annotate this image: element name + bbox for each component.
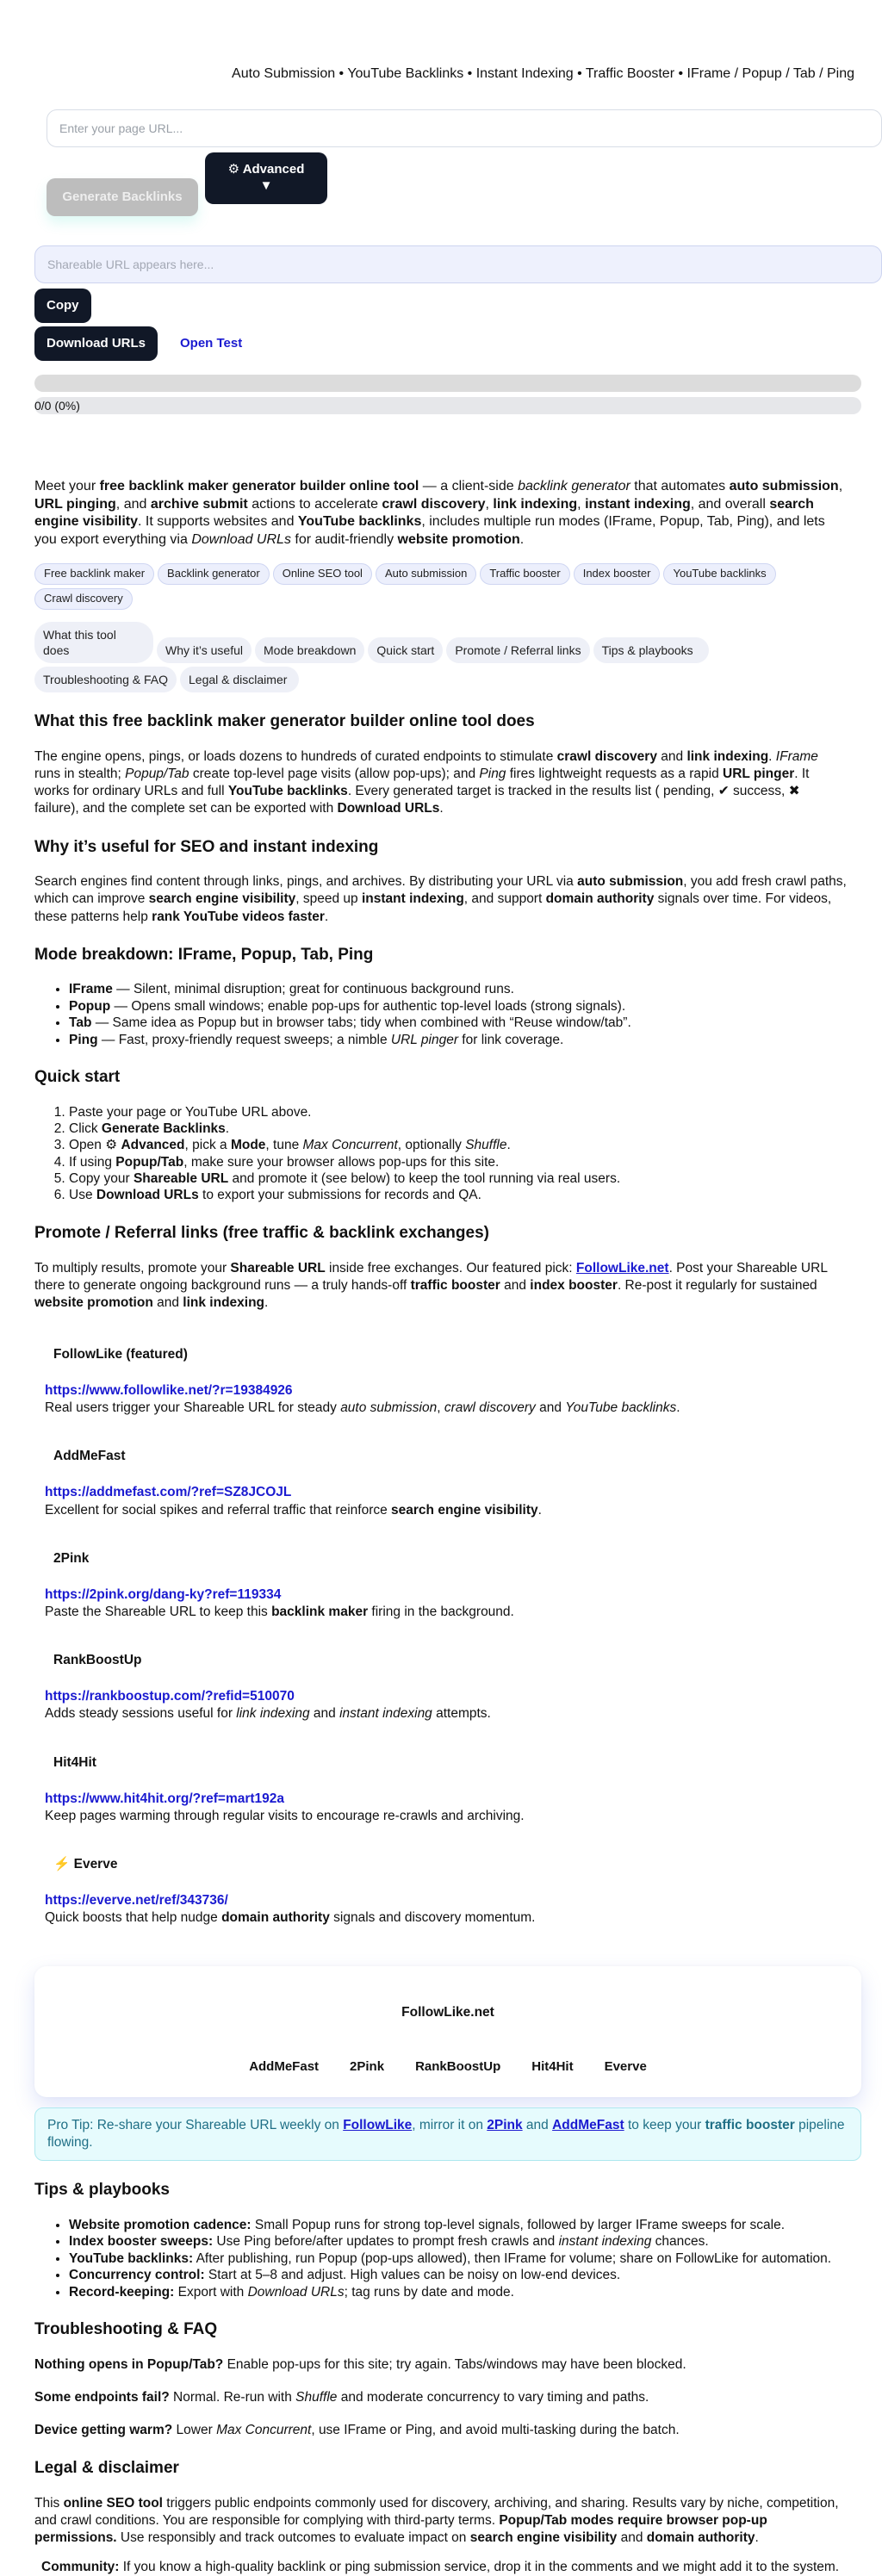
referral-item <box>34 1550 848 1621</box>
referral-item <box>34 1652 848 1723</box>
section-promote <box>34 1223 848 2162</box>
italic-text: Max Concurrent <box>302 1138 398 1153</box>
referral-title: FollowLike (featured) <box>53 1346 188 1362</box>
bold-text: search engine visibility <box>148 891 296 907</box>
bold-text: backlink maker <box>271 1605 369 1620</box>
progress-text: 0/0 (0%) <box>34 397 861 414</box>
bold-text: Some endpoints fail? <box>34 2389 170 2405</box>
table-of-contents <box>34 622 810 693</box>
italic-text: URL pinger <box>390 1032 458 1047</box>
bold-text: index booster <box>530 1277 618 1293</box>
bold-text: Mode <box>230 1138 266 1153</box>
bold-text: auto submission <box>577 874 684 890</box>
keyword-chip: YouTube backlinks <box>663 563 775 585</box>
keyword-chip: Backlink generator <box>158 563 270 585</box>
download-row <box>34 326 848 361</box>
section-body: To multiply results, promote your Shareable URL inside free exchanges. Our featured pick: FollowLike.net. Post your Shareable URL there to generate ongoing background runs — a truly hands-off traffic booster and index booster. Re-post it regularly for sustained website promotion and link indexing. <box>34 1260 828 1310</box>
bold-text: Download URLs <box>96 1188 199 1203</box>
bold-text: Popup <box>69 998 111 1014</box>
italic-text: IFrame <box>775 749 818 765</box>
gear-icon: ⚙ <box>227 162 240 177</box>
italic-text: Ping <box>479 767 506 782</box>
referral-link[interactable]: https://2pink.org/dang-ky?ref=119334 <box>45 1586 282 1602</box>
section-body: Search engines find content through links, pings, and archives. By distributing your URL via auto submission, you add fresh crawl paths, which can improve search engine visibility, speed up instant indexing, and support domain authority signals over time. For videos, these patterns help rank YouTube videos faster. <box>34 874 847 924</box>
italic-text: YouTube backlinks <box>565 1400 677 1416</box>
bold-text: Tab <box>69 1015 92 1031</box>
faq-item: Nothing opens in Popup/Tab? Enable pop-ups for this site; try again. Tabs/windows may have been blocked. <box>34 2356 686 2372</box>
italic-text: Shuffle <box>295 2389 338 2405</box>
section-faq <box>34 2319 848 2439</box>
inline-link[interactable]: FollowLike <box>343 2118 413 2133</box>
referral-list <box>34 1346 848 1927</box>
italic-text: link indexing <box>236 1706 310 1722</box>
bold-text: auto submission <box>729 478 839 493</box>
bold-text: link indexing <box>493 496 578 512</box>
referral-description: Excellent for social spikes and referral traffic that reinforce search engine visibility. <box>45 1502 542 1518</box>
inline-link[interactable]: 2Pink <box>487 2118 523 2133</box>
generate-backlinks-button[interactable]: Generate Backlinks <box>47 178 198 216</box>
referral-link[interactable]: https://rankboostup.com/?refid=510070 <box>45 1689 295 1704</box>
section-heading: Why it’s useful for SEO and instant indexing <box>34 837 379 856</box>
referral-description: Quick boosts that help nudge domain authority signals and discovery momentum. <box>45 1910 536 1926</box>
section-quickstart <box>34 1067 848 1204</box>
keyword-chip: Free backlink maker <box>34 563 154 585</box>
bold-text: link indexing <box>183 1294 265 1310</box>
page-url-input[interactable] <box>47 109 882 147</box>
bold-text: link indexing <box>686 749 769 765</box>
bold-text: online SEO tool <box>63 2495 163 2511</box>
list-item: • Concurrency control: Start at 5–8 and adjust. High values can be noisy on low-end devices. <box>69 2267 848 2283</box>
referral-item <box>34 1346 848 1417</box>
italic-text: Download URLs <box>191 532 291 548</box>
list-item: 2. Click Generate Backlinks. <box>69 1120 848 1137</box>
keyword-chips <box>34 563 861 610</box>
list-item: 6. Use Download URLs to export your submissions for records and QA. <box>69 1187 848 1203</box>
promo-main-link[interactable]: FollowLike.net <box>401 2005 494 2020</box>
toc-link[interactable]: What this tool does <box>34 622 153 663</box>
section-heading: Troubleshooting & FAQ <box>34 2319 218 2338</box>
pro-tip-box: Pro Tip: Re-share your Shareable URL weekly on FollowLike, mirror it on 2Pink and AddMeFast to keep your traffic booster pipeline flowing. <box>34 2107 861 2161</box>
italic-text: Popup/Tab <box>125 767 189 782</box>
promo-link[interactable]: AddMeFast <box>249 2058 320 2074</box>
bold-text: Popup/Tab modes require browser pop-up permissions. <box>34 2512 767 2546</box>
progress-bar <box>34 375 861 392</box>
list-item: • Record-keeping: Export with Download URLs; tag runs by date and mode. <box>69 2284 848 2300</box>
toc-link[interactable]: Promote / Referral links <box>446 637 589 663</box>
quickstart-list <box>34 1104 848 1204</box>
section-body: This online SEO tool triggers public endpoints commonly used for discovery, archiving, and sharing. Results vary by niche, competition, and crawl conditions. You are responsible for complying with third-party terms. Popup/Tab modes require browser pop-up permissions. Use responsibly and track outcomes to evaluate impact on search engine visibility and domain authority. <box>34 2495 839 2546</box>
referral-link[interactable]: https://everve.net/ref/343736/ <box>45 1893 228 1909</box>
bold-text: Website promotion cadence: <box>69 2218 252 2233</box>
bold-text: instant indexing <box>361 891 464 907</box>
bold-text: Index booster sweeps: <box>69 2234 214 2250</box>
section-heading: Promote / Referral links (free traffic & backlink exchanges) <box>34 1223 489 1242</box>
open-test-link[interactable]: Open Test <box>180 336 243 351</box>
bold-text: search engine visibility <box>34 496 814 530</box>
referral-link[interactable]: https://www.hit4hit.org/?ref=mart192a <box>45 1791 285 1806</box>
list-item: 4. If using Popup/Tab, make sure your browser allows pop-ups for this site. <box>69 1154 848 1170</box>
list-item: • IFrame — Silent, minimal disruption; great for continuous background runs. <box>69 981 848 997</box>
header-tagline: Auto Submission • YouTube Backlinks • Instant Indexing • Traffic Booster • IFrame / Popup / Tab / Ping <box>232 66 854 81</box>
keyword-chip: Auto submission <box>376 563 476 585</box>
bold-text: Device getting warm? <box>34 2422 173 2437</box>
bold-text: website promotion <box>397 532 520 548</box>
bold-text: crawl discovery <box>382 496 486 512</box>
italic-text: instant indexing <box>339 1706 432 1722</box>
keyword-chip: Index booster <box>574 563 661 585</box>
referral-item <box>34 1856 848 1927</box>
bold-text: search engine visibility <box>469 2530 618 2546</box>
list-item: • Tab — Same idea as Popup but in browser tabs; tidy when combined with “Reuse window/tab”. <box>69 1015 848 1031</box>
section-what <box>34 711 848 817</box>
bold-text: URL pinging <box>34 496 116 512</box>
bold-text: Community: <box>41 2560 120 2575</box>
bold-text: YouTube backlinks <box>227 784 348 799</box>
keyword-chip: Online SEO tool <box>273 563 372 585</box>
section-body: The engine opens, pings, or loads dozens to hundreds of curated endpoints to stimulate crawl discovery and link indexing. IFrame runs in stealth; Popup/Tab create top-level page visits (allow pop-ups); and Ping fires lightweight requests as a rapid URL pinger. It works for ordinary URLs and full YouTube backlinks. Every generated target is tracked in the results list ( pending, ✔ success, ✖ failure), and the complete set can be exported with Download URLs. <box>34 749 818 816</box>
toc-link[interactable]: Why it’s useful <box>157 637 252 663</box>
referral-link[interactable]: https://addmefast.com/?ref=SZ8JCOJL <box>45 1485 292 1500</box>
advanced-toggle-button[interactable] <box>205 152 327 204</box>
section-modes <box>34 945 848 1048</box>
bold-text: free backlink maker generator builder online tool <box>99 478 419 493</box>
italic-text: backlink generator <box>518 478 630 493</box>
referral-item <box>34 1448 848 1518</box>
download-urls-button[interactable]: Download URLs <box>34 326 158 361</box>
section-why <box>34 837 848 926</box>
list-item: • Ping — Fast, proxy-friendly request sweeps; a nimble URL pinger for link coverage. <box>69 1032 848 1048</box>
bold-text: domain authority <box>221 1910 330 1926</box>
faq-list <box>34 2356 848 2439</box>
section-legal <box>34 2458 848 2576</box>
promo-card <box>34 1966 861 2097</box>
bold-text: Advanced <box>121 1138 185 1153</box>
italic-text: Download URLs <box>247 2284 345 2300</box>
referral-item <box>34 1754 848 1825</box>
section-heading: Mode breakdown: IFrame, Popup, Tab, Ping <box>34 945 374 964</box>
bold-text: domain authority <box>646 2530 755 2546</box>
toc-link[interactable]: Tips & playbooks <box>593 637 709 663</box>
italic-text: Max Concurrent <box>216 2422 312 2437</box>
list-item: • YouTube backlinks: After publishing, run Popup (pop-ups allowed), then IFrame for volume; share on FollowLike for automation. <box>69 2250 848 2267</box>
italic-text: auto submission <box>340 1400 438 1416</box>
bold-text: traffic booster <box>410 1277 500 1293</box>
chevron-down-icon: ▼ <box>259 177 273 193</box>
community-note: Community: If you know a high-quality backlink or ping submission service, drop it in the comments and we might add it to the system. <box>41 2560 840 2575</box>
bold-text: archive submit <box>150 496 248 512</box>
referral-title: Hit4Hit <box>53 1754 96 1770</box>
intro-paragraph: Meet your free backlink maker generator builder online tool — a client-side backlink generator that automates auto submission, URL pinging, and archive submit actions to accelerate crawl discovery, link indexing, instant indexing, and overall search engine visibility. It supports websites and YouTube backlinks, includes multiple run modes (IFrame, Popup, Tab, Ping), and lets you export everything via Download URLs for audit-friendly website promotion. <box>34 478 843 548</box>
bold-text: search engine visibility <box>391 1502 538 1518</box>
bold-text: YouTube backlinks <box>297 514 422 530</box>
bold-text: Generate Backlinks <box>101 1120 226 1136</box>
action-buttons <box>47 152 848 216</box>
referral-description: Keep pages warming through regular visits to encourage re-crawls and archiving. <box>45 1808 525 1823</box>
keyword-chip: Crawl discovery <box>34 588 133 610</box>
promo-link[interactable]: 2Pink <box>350 2058 385 2074</box>
toc-link[interactable]: Mode breakdown <box>255 637 364 663</box>
referral-description: Real users trigger your Shareable URL for steady auto submission, crawl discovery and YouTube backlinks. <box>45 1400 680 1416</box>
bold-text: YouTube backlinks: <box>69 2250 194 2266</box>
referral-description: Adds steady sessions useful for link indexing and instant indexing attempts. <box>45 1706 491 1722</box>
referral-link[interactable]: https://www.followlike.net/?r=19384926 <box>45 1383 293 1399</box>
referral-title: 2Pink <box>53 1550 90 1566</box>
bold-text: Nothing opens in Popup/Tab? <box>34 2356 224 2372</box>
list-item: • Popup — Opens small windows; enable pop-ups for authentic top-level loads (strong signals). <box>69 998 848 1015</box>
bold-text: IFrame <box>69 982 113 997</box>
faq-item: Some endpoints fail? Normal. Re-run with Shuffle and moderate concurrency to vary timing and paths. <box>34 2389 649 2405</box>
section-heading: What this free backlink maker generator builder online tool does <box>34 712 535 731</box>
referral-title: RankBoostUp <box>53 1653 142 1668</box>
advanced-label: Advanced <box>242 162 305 177</box>
section-tips <box>34 2180 848 2300</box>
section-heading: Tips & playbooks <box>34 2181 170 2200</box>
referral-title: ⚡ Everve <box>53 1857 118 1872</box>
bold-text: crawl discovery <box>556 749 657 765</box>
bold-text: website promotion <box>34 1294 153 1310</box>
italic-text: crawl discovery <box>444 1400 536 1416</box>
referral-description: Paste the Shareable URL to keep this backlink maker firing in the background. <box>45 1605 514 1620</box>
modes-list <box>34 981 848 1048</box>
promo-link[interactable]: RankBoostUp <box>415 2058 501 2074</box>
list-item: 5. Copy your Shareable URL and promote it (see below) to keep the tool running via real users. <box>69 1170 848 1187</box>
inline-link[interactable]: AddMeFast <box>552 2118 624 2133</box>
list-item: • Website promotion cadence: Small Popup runs for strong top-level signals, followed by larger IFrame sweeps for scale. <box>69 2217 848 2233</box>
toc-link[interactable]: Legal & disclaimer <box>180 667 299 692</box>
faq-item: Device getting warm? Lower Max Concurrent, use IFrame or Ping, and avoid multi-tasking during the batch. <box>34 2422 680 2437</box>
copy-button[interactable]: Copy <box>34 289 91 323</box>
bold-text: Shareable URL <box>133 1171 229 1187</box>
list-item: 3. Open ⚙ Advanced, pick a Mode, tune Max Concurrent, optionally Shuffle. <box>69 1137 848 1153</box>
bold-text: rank YouTube videos faster <box>152 909 325 924</box>
list-item: • Index booster sweeps: Use Ping before/after updates to prompt fresh crawls and instant indexing chances. <box>69 2233 848 2250</box>
bold-text: URL pinger <box>723 767 795 782</box>
section-heading: Legal & disclaimer <box>34 2459 179 2478</box>
bold-text: Ping <box>69 1032 98 1047</box>
bold-text: Download URLs <box>337 801 440 816</box>
bold-text: Record-keeping: <box>69 2284 175 2300</box>
keyword-chip: Traffic booster <box>480 563 569 585</box>
inline-link[interactable]: FollowLike.net <box>575 1260 669 1276</box>
toc-link[interactable]: Troubleshooting & FAQ <box>34 667 177 692</box>
promo-link[interactable]: Hit4Hit <box>531 2058 574 2074</box>
italic-text: instant indexing <box>558 2234 652 2250</box>
bold-text: traffic booster <box>705 2118 795 2133</box>
italic-text: Shuffle <box>465 1138 507 1153</box>
bold-text: instant indexing <box>585 496 691 512</box>
promo-links <box>34 2058 861 2076</box>
bold-text: Popup/Tab <box>115 1154 184 1170</box>
list-item: 1. Paste your page or YouTube URL above. <box>69 1104 848 1120</box>
promo-link[interactable]: Everve <box>604 2058 647 2074</box>
bold-text: Concurrency control: <box>69 2268 205 2283</box>
section-heading: Quick start <box>34 1067 121 1086</box>
bold-text: domain authority <box>545 891 655 907</box>
shareable-url-field[interactable] <box>34 245 882 283</box>
referral-title: AddMeFast <box>53 1449 126 1464</box>
tips-list <box>34 2217 848 2300</box>
bold-text: Shareable URL <box>230 1260 326 1276</box>
copy-row <box>34 289 848 323</box>
toc-link[interactable]: Quick start <box>368 637 443 663</box>
